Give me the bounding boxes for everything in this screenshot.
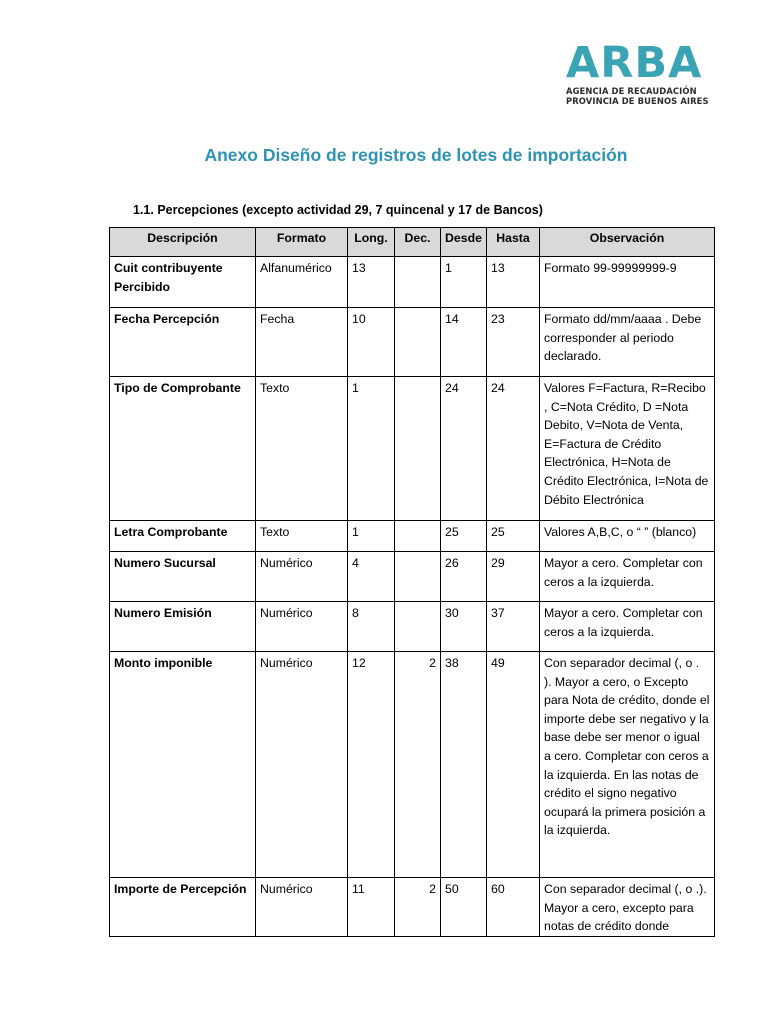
cell-long: 1 [348,377,395,521]
cell-hasta: 60 [487,878,540,937]
table-header-row [110,228,715,257]
cell-dec: 2 [395,878,441,937]
cell-desde: 38 [441,652,487,878]
cell-desde: 24 [441,377,487,521]
cell-dec [395,257,441,308]
cell-descripcion: Fecha Percepción [110,308,256,377]
cell-observacion: Valores F=Factura, R=Recibo , C=Nota Crédito, D =Nota Debito, V=Nota de Venta, E=Factura de Crédito Electrónica, H=Nota de Crédito Electrónica, I=Nota de Débito Electrónica [540,377,715,521]
cell-hasta: 25 [487,521,540,552]
cell-long: 13 [348,257,395,308]
table-row [110,521,715,552]
cell-desde: 26 [441,552,487,602]
cell-hasta: 24 [487,377,540,521]
section-heading: 1.1. Percepciones (excepto actividad 29, 7 quincenal y 17 de Bancos) [133,203,543,217]
cell-formato: Texto [256,521,348,552]
cell-formato: Texto [256,377,348,521]
cell-formato: Numérico [256,602,348,652]
cell-long: 10 [348,308,395,377]
cell-hasta: 29 [487,552,540,602]
cell-descripcion: Numero Emisión [110,602,256,652]
cell-formato: Numérico [256,652,348,878]
cell-long: 11 [348,878,395,937]
table-row [110,552,715,602]
cell-hasta: 37 [487,602,540,652]
cell-descripcion: Importe de Percepción [110,878,256,937]
cell-desde: 25 [441,521,487,552]
table-row [110,878,715,937]
cell-desde: 30 [441,602,487,652]
cell-desde: 14 [441,308,487,377]
cell-descripcion: Letra Comprobante [110,521,256,552]
cell-formato: Fecha [256,308,348,377]
logo-wordmark: ARBA [566,38,703,88]
cell-desde: 50 [441,878,487,937]
cell-observacion: Mayor a cero. Completar con ceros a la izquierda. [540,602,715,652]
table-row [110,257,715,308]
table-row [110,308,715,377]
cell-observacion: Formato dd/mm/aaaa . Debe corresponder al periodo declarado. [540,308,715,377]
header-hasta: Hasta [487,228,540,257]
cell-formato: Numérico [256,552,348,602]
cell-hasta: 49 [487,652,540,878]
cell-observacion: Formato 99-99999999-9 [540,257,715,308]
record-layout-table [109,227,715,937]
cell-observacion: Mayor a cero. Completar con ceros a la izquierda. [540,552,715,602]
cell-long: 4 [348,552,395,602]
header-dec: Dec. [395,228,441,257]
document-title: Anexo Diseño de registros de lotes de importación [204,145,628,165]
header-formato: Formato [256,228,348,257]
cell-long: 8 [348,602,395,652]
table-row [110,377,715,521]
cell-observacion: Con separador decimal (, o .). Mayor a cero, excepto para notas de crédito donde [540,878,715,937]
cell-observacion: Con separador decimal (, o . ). Mayor a cero, o Excepto para Nota de crédito, donde el importe debe ser negativo y la base debe ser menor o igual a cero. Completar con ceros a la izquierda. En las notas de crédito el signo negativo ocupará la primera posición a la izquierda. [540,652,715,878]
cell-long: 1 [348,521,395,552]
cell-dec [395,552,441,602]
cell-descripcion: Tipo de Comprobante [110,377,256,521]
header-observacion: Observación [540,228,715,257]
cell-hasta: 23 [487,308,540,377]
cell-desde: 1 [441,257,487,308]
cell-formato: Alfanumérico [256,257,348,308]
cell-long: 12 [348,652,395,878]
cell-descripcion: Numero Sucursal [110,552,256,602]
cell-hasta: 13 [487,257,540,308]
cell-descripcion: Monto imponible [110,652,256,878]
cell-observacion: Valores A,B,C, o “ ” (blanco) [540,521,715,552]
header-long: Long. [348,228,395,257]
cell-dec [395,308,441,377]
cell-dec [395,377,441,521]
header-descripcion: Descripción [110,228,256,257]
table-row [110,602,715,652]
logo-line-1: AGENCIA DE RECAUDACIÓN [566,86,697,96]
cell-formato: Numérico [256,878,348,937]
arba-logo [566,40,716,106]
logo-line-2: PROVINCIA DE BUENOS AIRES [566,96,709,106]
cell-dec: 2 [395,652,441,878]
header-desde: Desde [441,228,487,257]
cell-dec [395,521,441,552]
cell-descripcion: Cuit contribuyente Percibido [110,257,256,308]
cell-dec [395,602,441,652]
table-row [110,652,715,878]
